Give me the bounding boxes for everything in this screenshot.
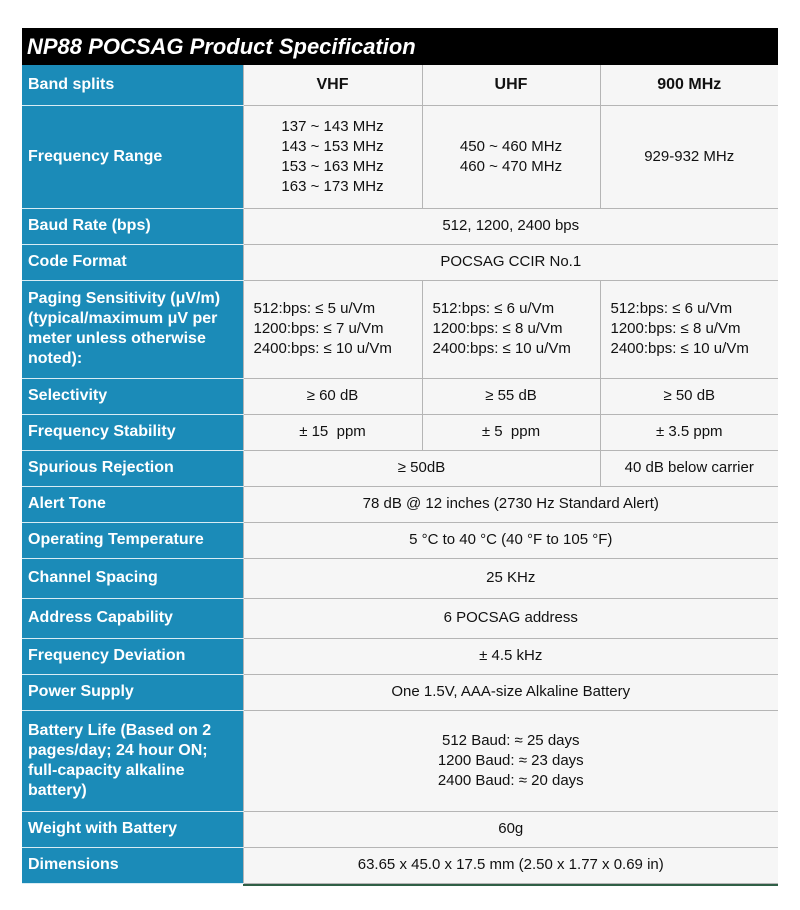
cell-line: 137 ~ 143 MHz <box>281 117 384 135</box>
row-label: Address Capability <box>22 598 243 638</box>
cell-line: 512 Baud: ≈ 25 days <box>442 731 580 749</box>
label-line: noted): <box>28 350 83 367</box>
row-label: Weight with Battery <box>22 811 243 847</box>
cell-line: 512:bps: ≤ 5 u/Vm <box>253 300 376 317</box>
paging-sensitivity-900mhz <box>600 280 778 378</box>
cell-line: 1200:bps: ≤ 8 u/Vm <box>610 320 741 337</box>
cell-line: 2400:bps: ≤ 10 u/Vm <box>610 340 749 357</box>
cell-line: 512:bps: ≤ 6 u/Vm <box>432 300 555 317</box>
table-row-paging-sensitivity <box>22 280 778 378</box>
label-line: Battery Life (Based on 2 <box>28 721 212 739</box>
weight-value: 60g <box>243 811 778 847</box>
frequency-range-vhf <box>243 105 422 208</box>
operating-temperature-value: 5 °C to 40 °C (40 °F to 105 °F) <box>243 522 778 558</box>
selectivity-vhf: ≥ 60 dB <box>243 378 422 414</box>
bottom-divider <box>243 884 778 886</box>
code-format-value: POCSAG CCIR No.1 <box>243 244 778 280</box>
row-label: Dimensions <box>22 847 243 883</box>
row-label: Band splits <box>22 65 243 105</box>
spec-table <box>22 65 778 884</box>
frequency-range-uhf <box>422 105 600 208</box>
table-row-weight <box>22 811 778 847</box>
spec-sheet <box>22 28 778 886</box>
spurious-rejection-900mhz: 40 dB below carrier <box>600 450 778 486</box>
table-row-spurious-rejection <box>22 450 778 486</box>
paging-sensitivity-uhf <box>422 280 600 378</box>
table-row-dimensions <box>22 847 778 883</box>
cell-line: 163 ~ 173 MHz <box>281 177 384 195</box>
cell-line: 512:bps: ≤ 6 u/Vm <box>610 300 733 317</box>
dimensions-value: 63.65 x 45.0 x 17.5 mm (2.50 x 1.77 x 0.69 in) <box>243 847 778 883</box>
table-row-frequency-range <box>22 105 778 208</box>
spurious-rejection-vhf-uhf: ≥ 50dB <box>243 450 600 486</box>
frequency-range-900mhz: 929-932 MHz <box>600 105 778 208</box>
label-line: (typical/maximum μV per <box>28 310 218 327</box>
row-label: Channel Spacing <box>22 558 243 598</box>
page-title: NP88 POCSAG Product Specification <box>22 28 778 65</box>
frequency-stability-900mhz: ± 3.5 ppm <box>600 414 778 450</box>
cell-line: 153 ~ 163 MHz <box>281 157 384 175</box>
cell-line: 1200 Baud: ≈ 23 days <box>437 751 584 769</box>
row-label: Frequency Range <box>22 105 243 208</box>
label-line: pages/day; 24 hour ON; <box>28 741 208 759</box>
table-row-selectivity <box>22 378 778 414</box>
label-line: Paging Sensitivity (μV/m) <box>28 290 221 307</box>
column-header-900mhz: 900 MHz <box>600 65 778 105</box>
label-line: meter unless otherwise <box>28 330 206 347</box>
table-row-address-capability <box>22 598 778 638</box>
row-label: Baud Rate (bps) <box>22 208 243 244</box>
address-capability-value: 6 POCSAG address <box>243 598 778 638</box>
row-label <box>22 280 243 378</box>
cell-line: 2400:bps: ≤ 10 u/Vm <box>432 340 571 357</box>
power-supply-value: One 1.5V, AAA-size Alkaline Battery <box>243 674 778 710</box>
label-line: battery) <box>28 781 87 799</box>
table-row-header <box>22 65 778 105</box>
frequency-stability-vhf: ± 15 ppm <box>243 414 422 450</box>
column-header-uhf: UHF <box>422 65 600 105</box>
frequency-stability-uhf: ± 5 ppm <box>422 414 600 450</box>
cell-line: 1200:bps: ≤ 7 u/Vm <box>253 320 384 337</box>
cell-line: 143 ~ 153 MHz <box>281 137 384 155</box>
table-row-alert-tone <box>22 486 778 522</box>
table-row-frequency-deviation <box>22 638 778 674</box>
alert-tone-value: 78 dB @ 12 inches (2730 Hz Standard Alert) <box>243 486 778 522</box>
column-header-vhf: VHF <box>243 65 422 105</box>
paging-sensitivity-vhf <box>243 280 422 378</box>
table-row-baud-rate <box>22 208 778 244</box>
table-row-battery-life <box>22 710 778 811</box>
table-row-power-supply <box>22 674 778 710</box>
cell-line: 2400 Baud: ≈ 20 days <box>437 771 584 789</box>
row-label: Frequency Deviation <box>22 638 243 674</box>
cell-line: 1200:bps: ≤ 8 u/Vm <box>432 320 563 337</box>
label-line: full-capacity alkaline <box>28 761 185 779</box>
table-row-frequency-stability <box>22 414 778 450</box>
table-row-operating-temperature <box>22 522 778 558</box>
frequency-deviation-value: ± 4.5 kHz <box>243 638 778 674</box>
row-label: Selectivity <box>22 378 243 414</box>
row-label: Operating Temperature <box>22 522 243 558</box>
row-label <box>22 710 243 811</box>
cell-line: 450 ~ 460 MHz <box>459 137 563 155</box>
row-label: Spurious Rejection <box>22 450 243 486</box>
row-label: Power Supply <box>22 674 243 710</box>
channel-spacing-value: 25 KHz <box>243 558 778 598</box>
row-label: Alert Tone <box>22 486 243 522</box>
selectivity-uhf: ≥ 55 dB <box>422 378 600 414</box>
selectivity-900mhz: ≥ 50 dB <box>600 378 778 414</box>
table-row-code-format <box>22 244 778 280</box>
baud-rate-value: 512, 1200, 2400 bps <box>243 208 778 244</box>
battery-life-value <box>243 710 778 811</box>
row-label: Frequency Stability <box>22 414 243 450</box>
table-row-channel-spacing <box>22 558 778 598</box>
cell-line: 2400:bps: ≤ 10 u/Vm <box>253 340 392 357</box>
cell-line: 460 ~ 470 MHz <box>459 157 563 175</box>
row-label: Code Format <box>22 244 243 280</box>
